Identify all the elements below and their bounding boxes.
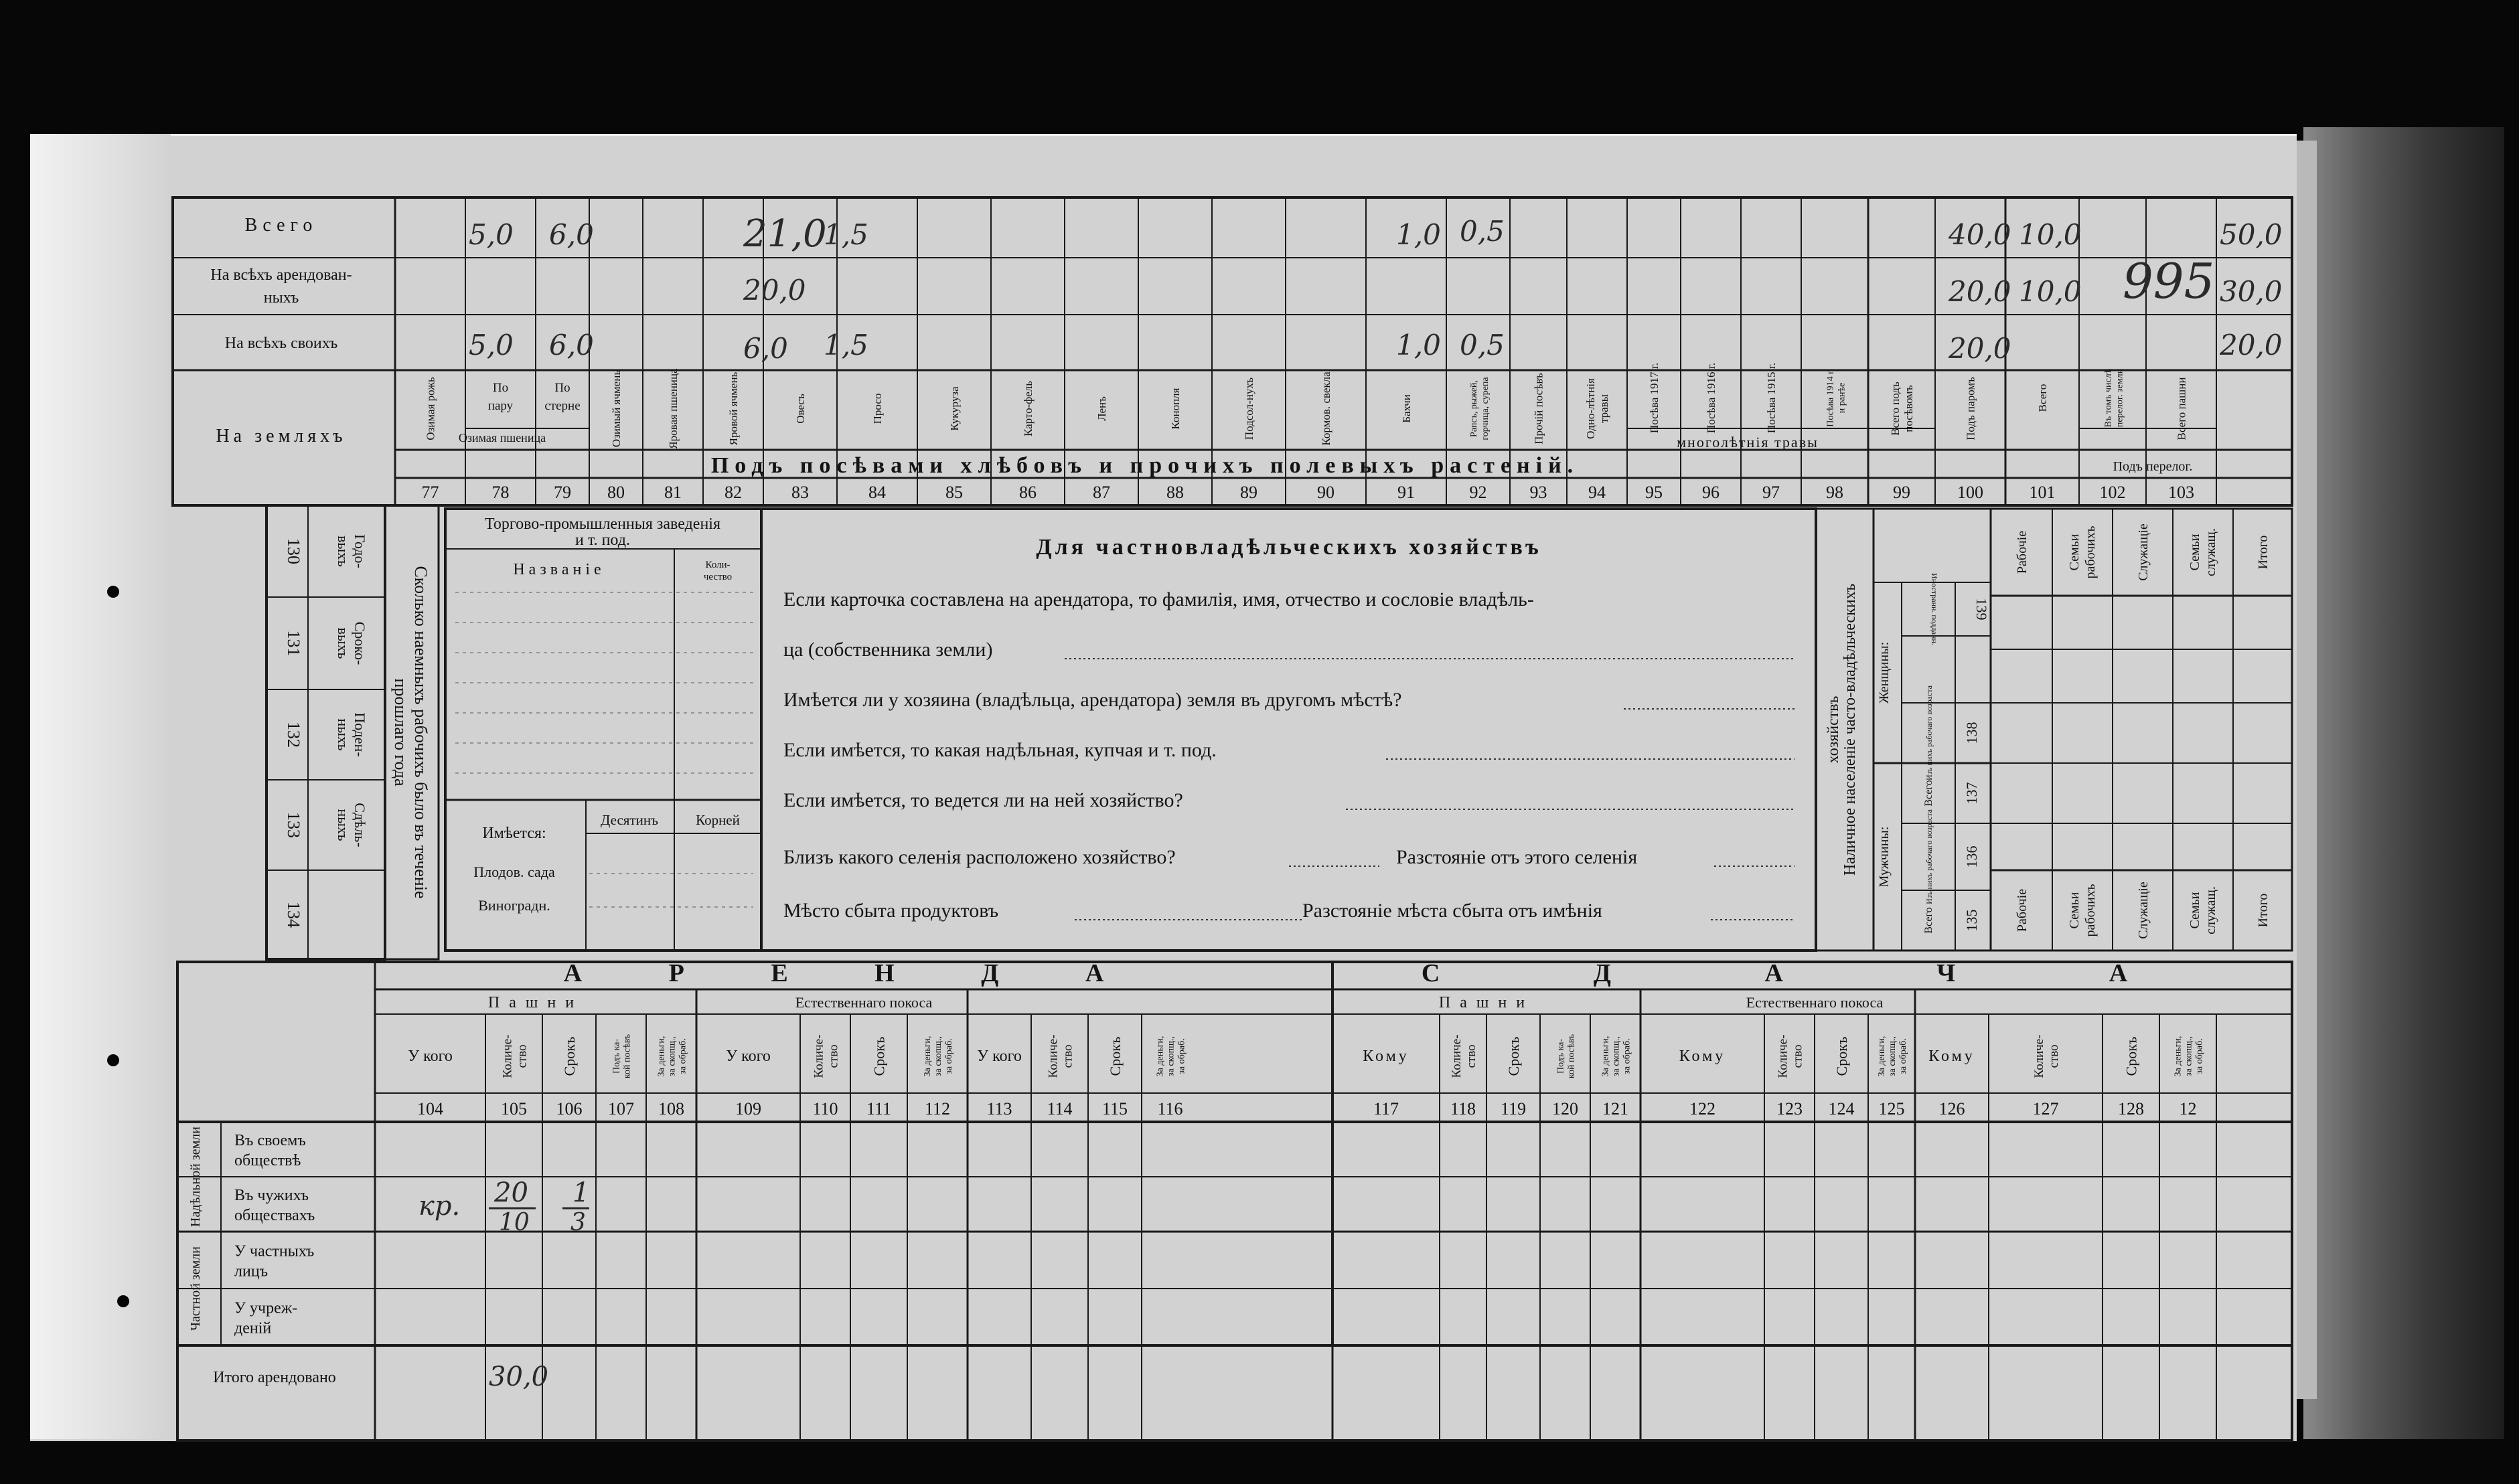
private-question: Если карточка составлена на арендатора, то фамилія, имя, отчество и сословіе владѣль- [783,588,1534,610]
top-col-number: 92 [1469,483,1487,502]
bot-col-number: 105 [501,1099,527,1119]
top-col-number: 97 [1762,483,1780,502]
bot-col-label: кой посѣвъ [622,1034,633,1079]
top-col-number: 99 [1893,483,1910,502]
bot-col-label: Подъ ка- [611,1038,622,1074]
private-question: Мѣсто сбыта продуктовъ [783,900,999,922]
hw-kol-bottom: 10 [499,1209,530,1236]
hw-top-value: 5,0 [469,218,514,251]
hw-top-value: 10,0 [2019,218,2082,251]
pop-cell-number: 138 [1963,722,1980,744]
private-question: Близъ какого селенія расположено хозяйство? [783,846,1176,868]
top-col-label: Посѣва 1915 г. [1765,362,1778,434]
bot-col-number: 110 [812,1099,838,1119]
handwritten-top-values [469,212,2283,365]
private-question: Разстояніе отъ этого селенія [1396,846,1638,868]
hw-top-value: 1,5 [824,218,868,251]
hired-row-label: выхъ [335,535,352,567]
hw-top-value: 6,0 [743,332,788,365]
hired-row-label: ныхъ [335,718,352,751]
row-label-arend-2: ныхъ [263,289,299,307]
hired-workers-rows [284,534,368,928]
side-label-nadel: Надѣльной земли [188,1127,203,1227]
top-col-number: 96 [1702,483,1720,502]
hired-row-number: 133 [284,812,303,838]
top-col-number: 91 [1397,483,1415,502]
top-col-label: стерне [544,399,581,413]
row-label-na-zemlyakh: На земляхъ [216,426,347,446]
hw-u-kogo: кр. [418,1191,461,1222]
private-box [761,509,1816,951]
bot-col-who: У кого [726,1048,771,1065]
top-col-label: Бахчи [1400,394,1413,423]
pop-cell-label: Изъ нихъ рабочаго возраста [1924,809,1934,904]
pop-col-label: Семьи [2188,892,2202,929]
bottom-row-label: обществѣ [234,1152,301,1169]
hw-top-value: 6,0 [549,329,594,361]
bot-col-number: 122 [1689,1099,1715,1119]
top-col-number: 101 [2029,483,2056,502]
top-col-label: Озимый ячмень [610,369,623,448]
hw-top-value: 10,0 [2019,275,2082,308]
itogo-arendovano: Итого арендовано [213,1369,336,1386]
trade-title-2: и т. под. [575,531,630,549]
hw-top-value: 0,5 [1460,215,1505,248]
bot-col-who: У кого [408,1048,453,1065]
bot-col-label: за обраб. [2194,1038,2205,1074]
pop-col-label: Семьи [2188,533,2202,571]
bot-col-number: 12 [2179,1099,2197,1119]
top-col-label: Яровая пшеница [667,368,680,449]
pop-col-label: служащ. [2204,528,2218,576]
bot-col-number: 106 [556,1099,583,1119]
hired-row-number: 134 [284,902,303,928]
top-col-number: 90 [1317,483,1334,502]
top-col-label: Рапсъ, рыжей, [1469,380,1479,437]
trade-col-qty-2: чество [703,572,733,582]
top-col-number: 94 [1588,483,1606,502]
hw-top-value: 5,0 [469,329,514,361]
pop-cell-number: 136 [1963,845,1980,868]
pop-zhenshchiny: Женщины: [1877,641,1892,704]
bottom-row-label: У частныхъ [234,1242,315,1260]
top-col-label: и ранѣе [1837,382,1847,414]
bottom-row-label: обществахъ [234,1207,315,1224]
top-col-label: Конопля [1169,388,1182,430]
top-col-label: Карто-фель [1022,380,1035,437]
bot-col-label: Срокъ [1107,1036,1124,1076]
pop-col-label: служащ. [2204,886,2218,934]
bot-col-number: 111 [866,1099,892,1119]
bot-col-label: за скопщ., [1888,1036,1898,1076]
bot-col-label: ство [515,1044,530,1068]
bot-col-label: за скопщ., [667,1036,678,1076]
bot-col-label: за обраб. [1898,1038,1908,1074]
pop-cell-number: 137 [1963,782,1980,805]
hired-row-label: Сдѣль- [352,803,368,847]
side-label-chast: Частной земли [188,1246,203,1331]
sowing-banner: Подъ посѣвами хлѣбовъ и прочихъ полевыхъ растеній. [710,453,1580,478]
row-label-svoi: На всѣхъ своихъ [224,335,338,352]
row-label-vsego: Всего [244,215,318,236]
private-question: Разстояніе мѣста сбыта отъ имѣнія [1302,900,1602,922]
bot-col-label: За деньги, [1155,1036,1166,1077]
top-col-number: 85 [945,483,963,502]
bot-col-number: 125 [1878,1099,1905,1119]
trade-desyatin: Десятинъ [601,812,658,828]
bottom-row-label: Въ чужихъ [234,1187,309,1204]
bot-col-number: 107 [608,1099,634,1119]
hw-kol-top: 20 [494,1177,528,1208]
top-col-number: 100 [1957,483,1983,502]
trade-korney: Корней [696,812,740,828]
bottom-row-label: лицъ [234,1262,269,1281]
top-col-number: 89 [1240,483,1257,502]
bot-col-number: 124 [1828,1099,1855,1119]
bot-col-who: Кому [1928,1048,1975,1065]
private-questions [783,588,1795,922]
private-title: Для частновладѣльческихъ хозяйствъ [1036,535,1542,560]
bot-col-label: за обраб. [678,1038,688,1074]
bot-col-label: за скопщ., [933,1036,943,1076]
hw-top-value: 20,0 [1949,275,2011,308]
pop-col-label: Итого [2256,893,2271,928]
top-col-label: Въ томъ числѣ [2103,368,2114,428]
hw-top-value: 20,0 [1949,332,2011,365]
bot-col-number: 121 [1602,1099,1628,1119]
bot-col-label: Срокъ [2123,1036,2140,1076]
arenda-pashni: Пашни [487,994,584,1011]
trade-sad: Плодов. сада [473,863,555,880]
bot-col-number: 127 [2032,1099,2059,1119]
bottom-column-numbers [417,1099,2197,1119]
hw-top-value: 20,0 [743,274,806,307]
hired-row-label: Сроко- [352,621,368,665]
hired-row-label: Годо- [352,534,368,568]
top-column-headers [425,363,2188,449]
bottom-row-label: Въ своемъ [234,1132,306,1149]
bot-col-label: за обраб. [1176,1038,1187,1074]
pop-cell-label: Всего [1923,907,1934,934]
bottom-row-labels [234,1132,315,1337]
bot-col-label: Подъ ка- [1555,1038,1566,1074]
sdacha-pashni: Пашни [1438,994,1535,1011]
top-col-label: травы [1598,394,1610,424]
bot-col-label: Срокъ [1833,1036,1850,1076]
top-col-label: Озимая рожь [424,377,437,440]
top-col-label: Всего подъ [1889,382,1902,436]
top-col-label: Яровой ячмень [727,372,740,446]
sdacha-pokos: Естественнаго покоса [1746,994,1884,1011]
bot-col-label: ство [1790,1044,1805,1068]
top-col-label: По [554,381,570,395]
top-col-number: 103 [2168,483,2194,502]
bot-col-who: Кому [1679,1048,1726,1065]
bot-col-label: Количе- [1046,1034,1061,1078]
top-col-number: 93 [1529,483,1547,502]
top-col-label: Посѣва 1916 г. [1705,362,1718,434]
hw-top-value: 1,0 [1396,218,1441,251]
trade-col-qty: Коли- [705,560,731,570]
bot-col-label: Срокъ [561,1036,578,1076]
top-col-label: перелог. земли [2115,368,2125,428]
bot-col-label: За деньги, [1600,1036,1611,1077]
top-col-label: Посѣва 1917 г. [1648,362,1661,434]
hw-top-value: 6,0 [549,218,594,251]
bottom-row-label: деній [234,1319,272,1337]
top-col-number: 77 [421,483,439,502]
pop-cell-number: 135 [1963,909,1980,932]
top-col-number: 83 [791,483,809,502]
bot-col-who: Кому [1363,1048,1409,1065]
top-col-label: Подъ паромъ [1964,377,1977,440]
population-title-2: хозяйствъ [1825,695,1842,764]
pop-col-label: Итого [2256,535,2271,570]
top-col-number: 79 [554,483,571,502]
top-col-label: По [492,381,509,395]
top-col-number: 81 [664,483,682,502]
hw-top-value: 20,0 [2220,329,2283,361]
pod-perelog-label: Подъ перелог. [2113,459,2193,474]
bot-col-who: У кого [977,1048,1022,1065]
bot-col-number: 108 [658,1099,684,1119]
top-col-label: горчица, сурепа [1480,377,1491,440]
private-question: ца (собственника земли) [783,639,993,661]
private-question: Если имѣется, то ведется ли на ней хозяйство? [783,789,1183,811]
pop-muzhchiny: Мужчины: [1877,826,1892,888]
sdacha-title: С Д А Ч А [1421,959,2202,987]
hired-workers-title-2: прошлаго года [391,678,410,787]
hw-srok-top: 1 [572,1177,590,1208]
hired-row-number: 131 [284,630,303,657]
bot-col-label: Срокъ [1505,1036,1522,1076]
bot-col-label: за скопщ., [2184,1036,2194,1076]
top-column-numbers [422,483,2195,502]
hw-top-value: 40,0 [1949,218,2011,251]
top-col-label: Посѣва 1914 г. [1825,369,1836,427]
top-col-label: Одно-лѣтнія [1584,378,1597,439]
top-col-number: 82 [724,483,742,502]
bot-col-label: Срокъ [870,1036,888,1076]
top-col-label: Ленъ [1095,396,1108,421]
pop-cell-label: Всего [1923,780,1934,807]
bot-col-number: 109 [735,1099,761,1119]
pop-col-label: рабочихъ [2083,884,2098,937]
hired-workers-title: Сколько наемныхъ рабочихъ было въ теченіе [411,566,431,899]
hired-row-label: Поден- [352,712,368,757]
hired-row-number: 132 [284,722,303,748]
bot-col-label: Количе- [500,1034,515,1078]
top-col-label: посѣвомъ [1902,385,1915,432]
bottom-row-label: У учреж- [234,1299,298,1317]
top-col-number: 87 [1093,483,1110,502]
bot-col-label: За деньги, [1877,1036,1887,1077]
bot-col-label: ство [1464,1044,1478,1068]
arenda-pokos: Естественнаго покоса [795,994,933,1011]
ozimaya-pshenitsa-label: Озимая пшеница [458,431,546,444]
bot-col-number: 114 [1047,1099,1073,1119]
pop-col-label: Семьи [2067,533,2082,571]
bot-col-label: ство [826,1044,841,1068]
pop-col-label: Рабочіе [2015,888,2030,932]
top-col-number: 98 [1826,483,1843,502]
pop-cell-label: Иностранн. подданн. [1930,573,1939,645]
top-col-label: Овесъ [794,394,807,424]
bot-col-label: Количе- [1776,1034,1790,1078]
bot-col-label: Количе- [2032,1034,2046,1078]
top-col-label: Прочій посѣвъ [1532,373,1545,444]
bot-col-label: За деньги, [923,1036,933,1077]
population-title: Наличное населеніе часто-владѣльческихъ [1841,583,1859,876]
pop-col-label: рабочихъ [2083,525,2098,579]
top-col-label: Подсол-нухъ [1243,377,1255,440]
pop-col-label: Рабочіе [2015,530,2030,574]
bot-col-number: 115 [1101,1099,1128,1119]
top-col-number: 95 [1645,483,1663,502]
hw-srok-bottom: 3 [570,1209,586,1236]
hw-top-value: 995 [2123,253,2215,309]
top-col-label: Просо [871,393,884,424]
private-question: Имѣется ли у хозяина (владѣльца, арендатора) земля въ другомъ мѣстѣ? [783,689,1402,711]
pop-cell-number: 139 [1973,598,1990,621]
top-col-number: 84 [868,483,886,502]
hw-top-value: 50,0 [2220,218,2283,251]
bot-col-number: 112 [924,1099,951,1119]
hw-top-value: 1,5 [824,329,868,361]
bot-col-label: За деньги, [656,1036,667,1077]
hw-top-value: 0,5 [1460,329,1505,361]
bot-col-number: 116 [1157,1099,1183,1119]
top-col-label: Кормов. свекла [1320,372,1332,446]
bot-col-number: 120 [1552,1099,1578,1119]
pop-col-label: Служащіе [2136,523,2151,581]
bot-col-number: 128 [2118,1099,2144,1119]
hw-top-value: 1,0 [1396,329,1441,361]
population-columns [1991,509,2292,951]
pop-col-label: Служащіе [2136,882,2151,939]
top-col-number: 88 [1166,483,1184,502]
trade-dotted-lines [455,592,753,907]
top-col-label: Всего пашни [2175,377,2188,440]
population-cells [1877,573,1990,933]
row-label-arend: На всѣхъ арендован- [210,266,352,284]
top-col-number: 86 [1019,483,1037,502]
hired-row-label: выхъ [335,627,352,659]
top-col-number: 78 [491,483,510,502]
bot-col-number: 104 [417,1099,443,1119]
hired-row-number: 130 [284,538,303,564]
hw-itogo: 30,0 [489,1362,549,1392]
pop-cell-label: Изъ нихъ рабочаго возраста [1924,685,1934,780]
bot-col-label: за скопщ., [1166,1036,1176,1076]
top-col-label: Всего [2036,384,2049,412]
trade-vinograd: Виноградн. [478,897,550,914]
mnogoletnie-label: многолѣтнія травы [1677,434,1819,450]
bot-col-label: ство [1061,1044,1075,1068]
bot-col-label: Количе- [812,1034,826,1078]
bot-col-label: кой посѣвъ [1566,1034,1577,1079]
trade-title: Торгово-промышленныя заведенія [485,515,720,533]
bot-col-label: ство [2047,1044,2061,1068]
pop-col-label: Семьи [2067,892,2082,929]
bot-col-number: 126 [1938,1099,1965,1119]
trade-imeetsya: Имѣется: [482,825,546,842]
bot-col-label: за обраб. [944,1038,954,1074]
bot-col-number: 123 [1776,1099,1803,1119]
bot-col-label: За деньги, [2173,1036,2184,1077]
arenda-title: А Р Е Н Д А [563,959,1144,987]
bot-col-number: 118 [1450,1099,1476,1119]
trade-col-name: Названіе [513,561,605,578]
bot-col-number: 113 [986,1099,1012,1119]
top-col-label: пару [487,399,514,413]
hw-top-value: 30,0 [2220,275,2283,308]
handwritten-bottom [418,1177,589,1392]
hw-top-value: 21,0 [743,212,827,256]
bot-col-number: 119 [1500,1099,1527,1119]
top-col-label: Кукуруза [948,386,961,431]
hired-row-label: ныхъ [335,809,352,841]
private-question: Если имѣется, то какая надѣльная, купчая и т. под. [783,739,1217,761]
bot-col-label: за скопщ., [1611,1036,1622,1076]
top-col-number: 80 [607,483,625,502]
bot-col-number: 117 [1373,1099,1399,1119]
bot-col-label: за обраб. [1622,1038,1632,1074]
bottom-column-headers [408,994,2204,1078]
bot-col-label: Количе- [1450,1034,1464,1078]
top-col-number: 102 [2099,483,2126,502]
